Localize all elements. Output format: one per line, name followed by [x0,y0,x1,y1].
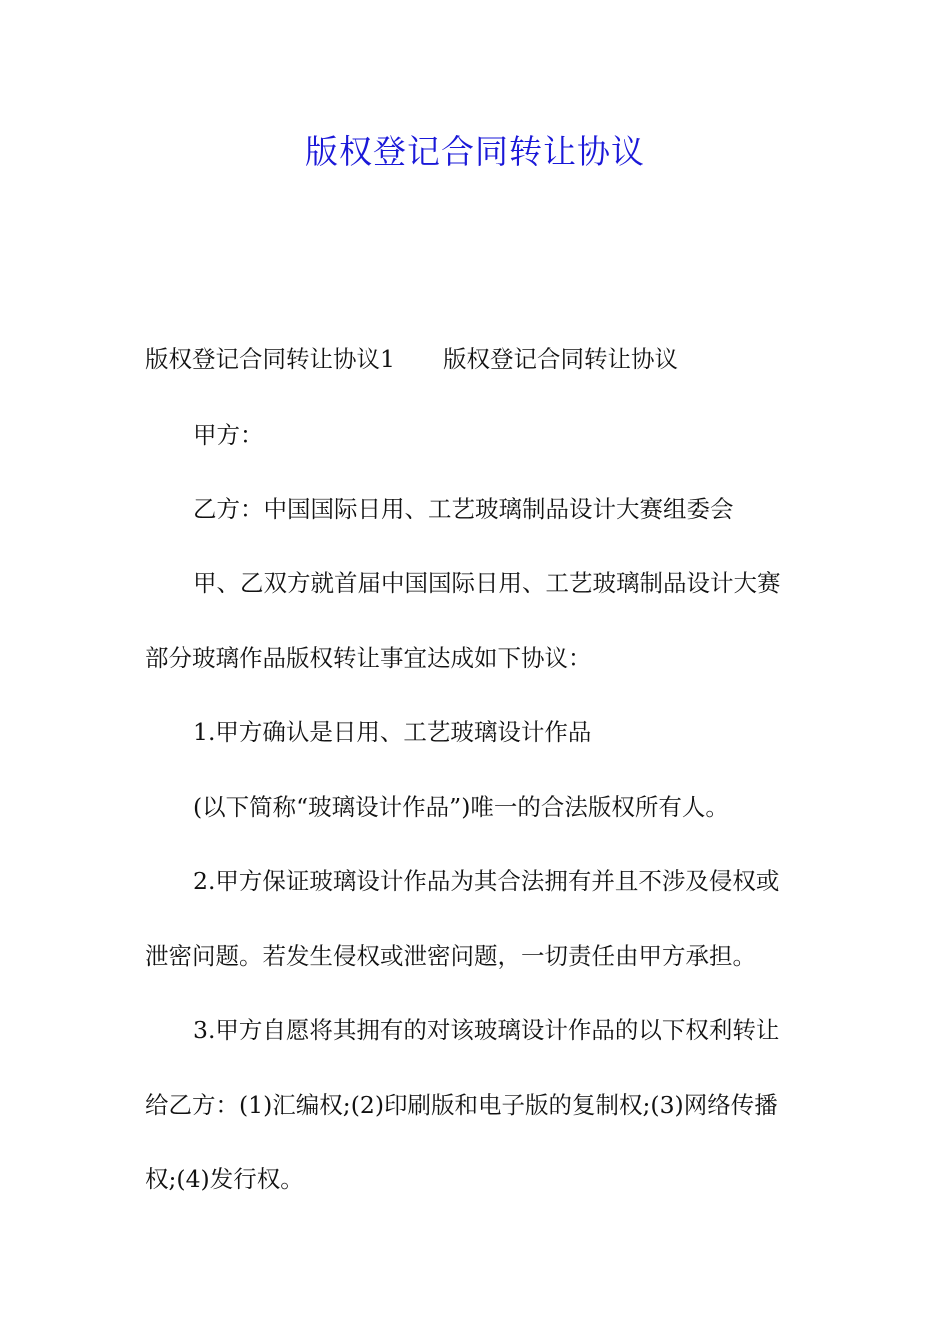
clause-2-line: 泄密问题。若发生侵权或泄密问题，一切责任由甲方承担。 [145,942,756,970]
subtitle-right: 版权登记合同转让协议 [442,345,678,373]
document-title: 版权登记合同转让协议 [305,132,645,171]
clause-3-line: 权;(4)发行权。 [145,1165,304,1193]
clause-2-line: 2.甲方保证玻璃设计作品为其合法拥有并且不涉及侵权或 [193,867,780,895]
subtitle-left: 版权登记合同转让协议1 [145,345,395,373]
clause-3-line: 给乙方：(1)汇编权;(2)印刷版和电子版的复制权;(3)网络传播 [145,1091,778,1119]
clause-1-line: 1.甲方确认是日用、工艺玻璃设计作品 [193,718,592,746]
subtitle-line [145,344,678,374]
paragraph-line: 甲、乙双方就首届中国国际日用、工艺玻璃制品设计大赛 [193,569,781,597]
clause-1-line: (以下简称“玻璃设计作品”)唯一的合法版权所有人。 [193,793,729,821]
clause-3-line: 3.甲方自愿将其拥有的对该玻璃设计作品的以下权利转让 [193,1016,780,1044]
party-a-line: 甲方： [193,421,264,449]
paragraph-line: 部分玻璃作品版权转让事宜达成如下协议： [145,644,592,672]
party-b-line: 乙方：中国国际日用、工艺玻璃制品设计大赛组委会 [193,495,734,523]
